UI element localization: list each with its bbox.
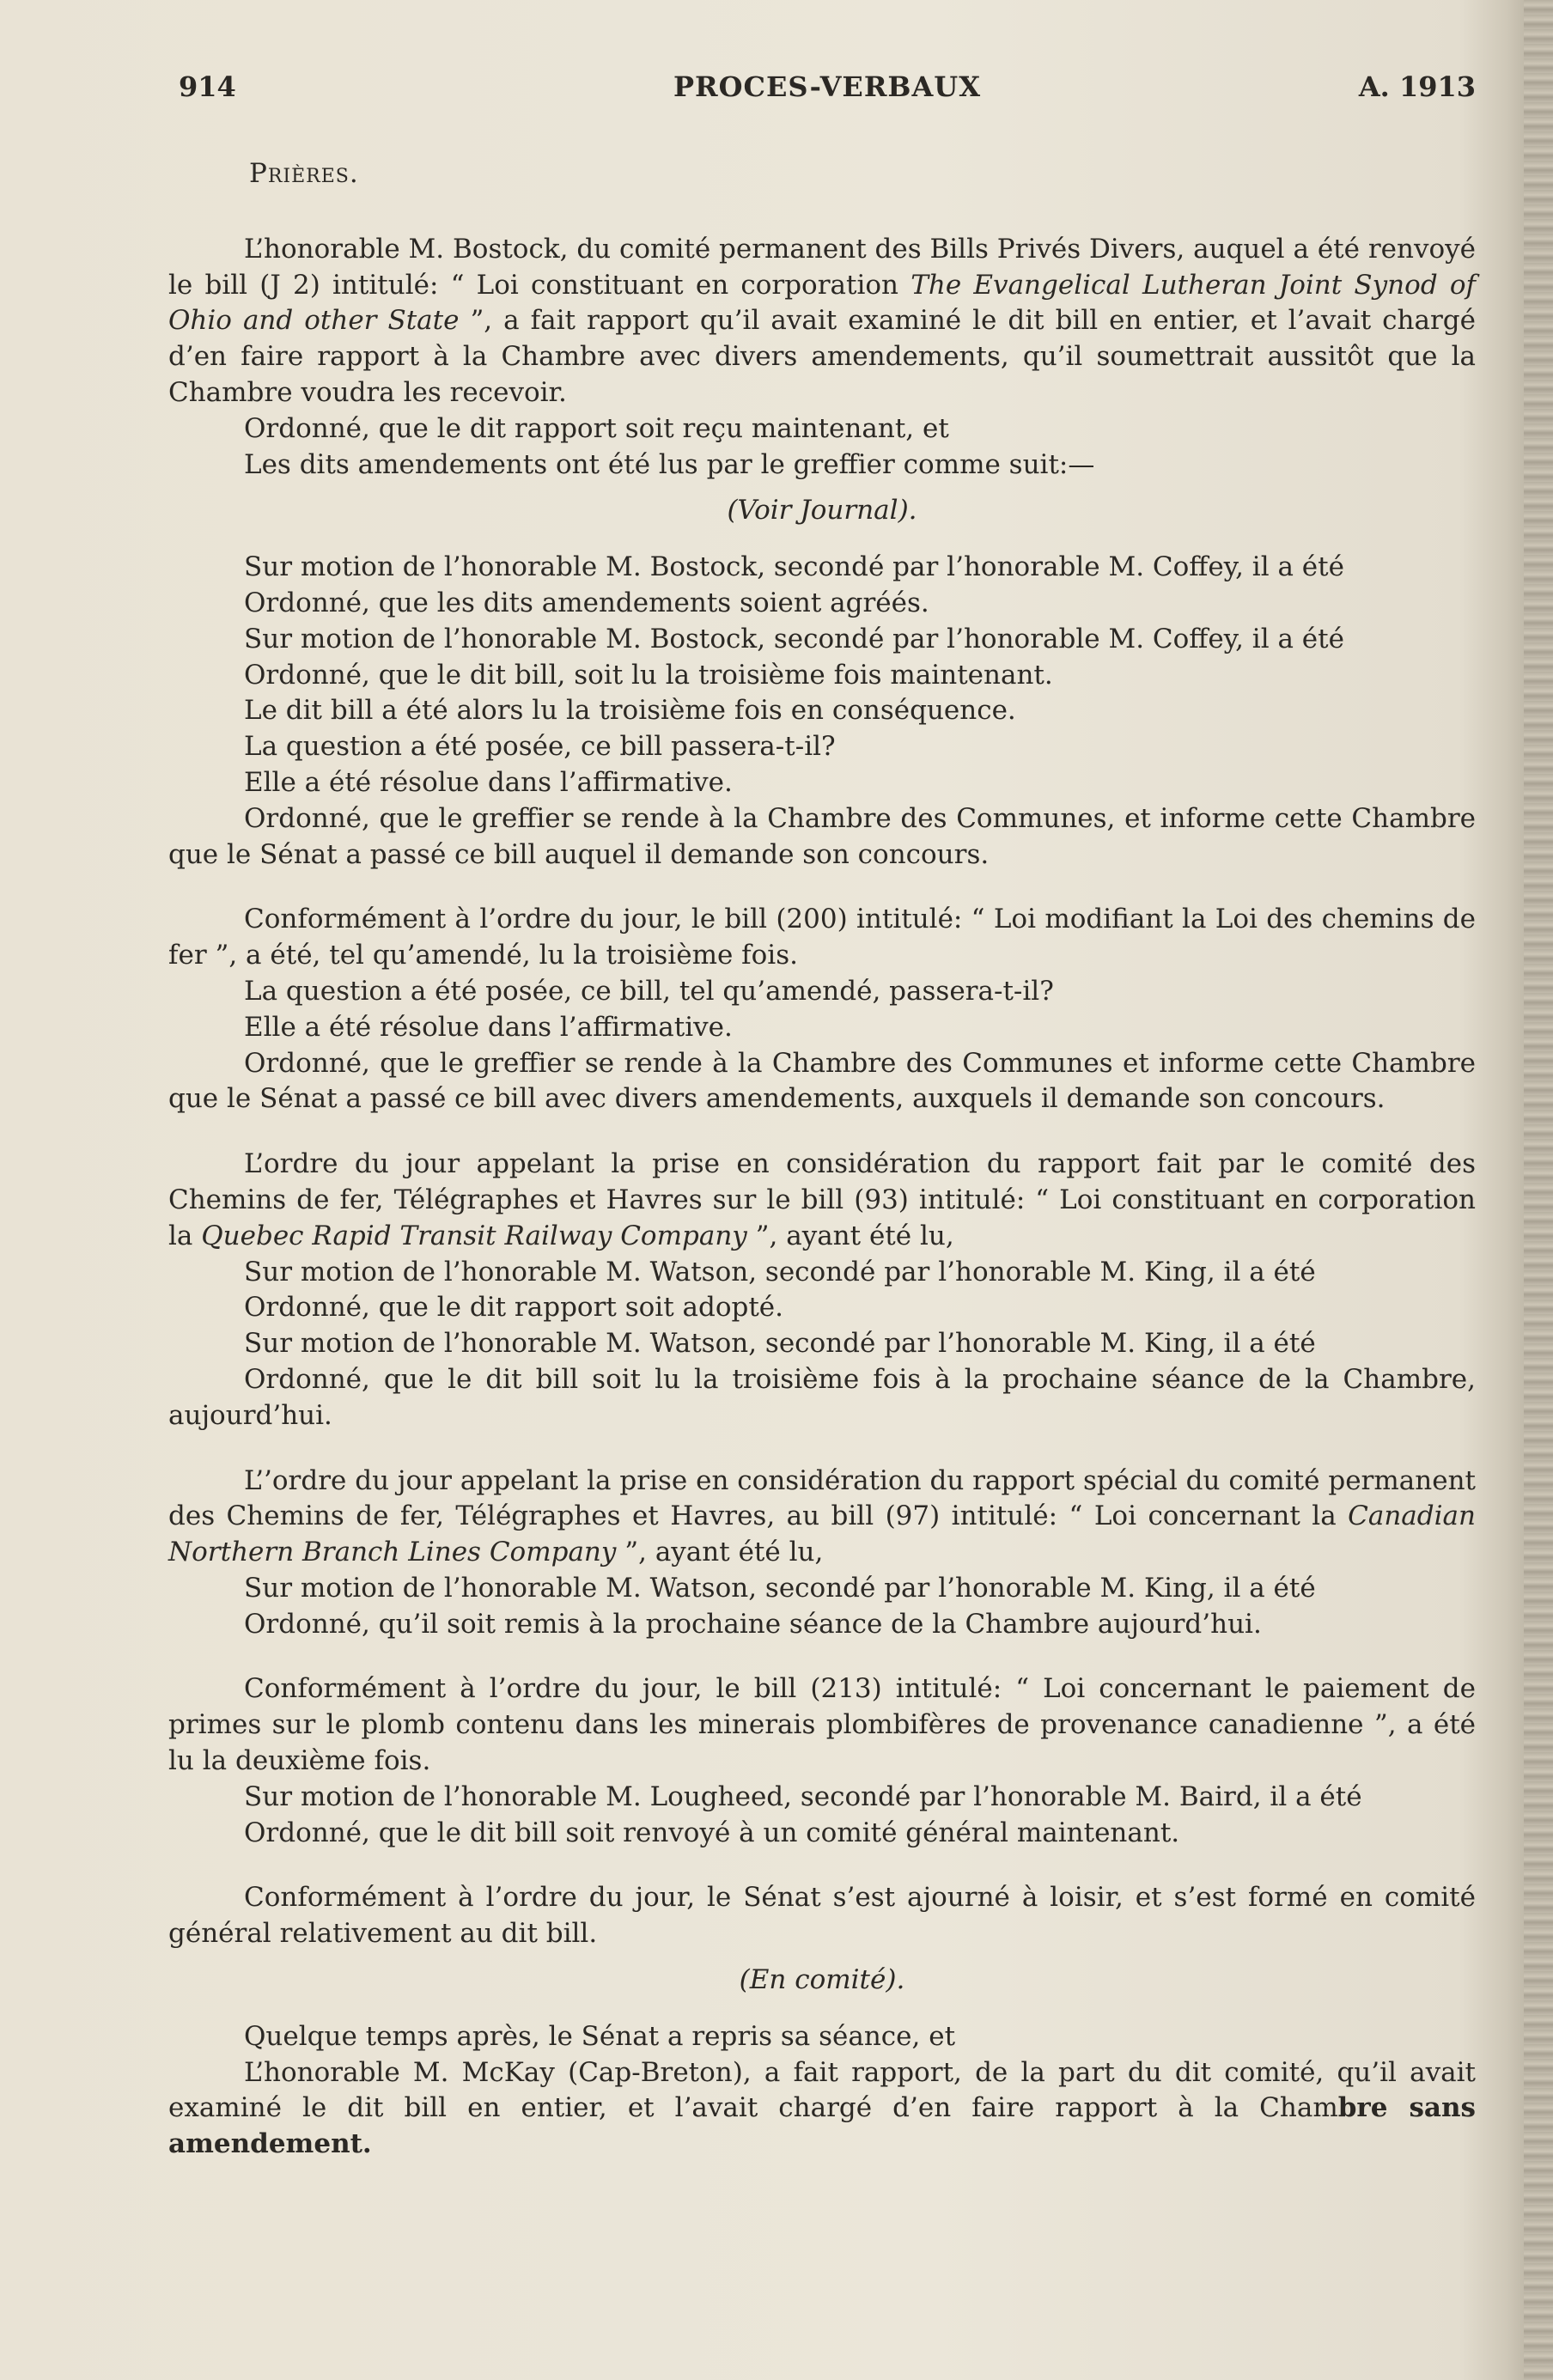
- text-run: L’honorable M. McKay (Cap-Breton), a fait rapport, de la part du dit comité, qu’il avait examiné le dit bill en entier, et l’avait chargé d’en faire rapport à la Cham: [168, 2056, 1476, 2124]
- year-label: A. 1913: [1358, 70, 1476, 103]
- paragraph: Conformément à l’ordre du jour, le bill (213) intitulé: “ Loi concernant le paiement de primes sur le plomb contenu dans les minerais plombifères de provenance canadienne ”, a été lu la deuxième fois.: [168, 1673, 1476, 1777]
- line: La question a été posée, ce bill passera-t-il?: [244, 731, 836, 763]
- prieres-heading: Prières.: [249, 158, 359, 189]
- paragraph: Conformément à l’ordre du jour, le Sénat s’est ajourné à loisir, et s’est formé en comité général relativement au dit bill.: [168, 1882, 1476, 1950]
- text-run: ”, a fait rapport qu’il avait examiné le dit bill en entier, et l’avait chargé d’en faire rapport à la Chambre avec divers amendements, qu’il soumettrait aussitôt que la Chambre voudra les recevoir.: [168, 305, 1476, 408]
- line: Sur motion de l’honorable M. Watson, secondé par l’honorable M. King, il a été: [244, 1328, 1316, 1360]
- company-name-italic: Canadian Northern Branch Lines Company: [168, 1500, 1476, 1568]
- line: Ordonné, qu’il soit remis à la prochaine séance de la Chambre aujourd’hui.: [244, 1608, 1262, 1640]
- line: Sur motion de l’honorable M. Watson, secondé par l’honorable M. King, il a été: [244, 1572, 1316, 1604]
- line: Elle a été résolue dans l’affirmative.: [244, 766, 733, 798]
- line: Ordonné, que le dit rapport soit adopté.: [244, 1292, 783, 1324]
- page-number: 914: [179, 70, 236, 103]
- paragraph: [168, 1464, 1476, 1571]
- paragraph: Ordonné, que le greffier se rende à la Chambre des Communes, et informe cette Chambre que le Sénat a passé ce bill auquel il demande son concours.: [168, 802, 1476, 870]
- line: Ordonné, que les dits amendements soient agréés.: [244, 587, 929, 618]
- line: Les dits amendements ont été lus par le greffier comme suit:—: [244, 448, 1095, 480]
- paragraph: [168, 2055, 1476, 2163]
- running-title: PROCES-VERBAUX: [673, 70, 982, 103]
- line: Ordonné, que le dit rapport soit reçu maintenant, et: [244, 412, 949, 444]
- line: Elle a été résolue dans l’affirmative.: [244, 1011, 733, 1043]
- book-page-edge: [1524, 0, 1553, 2380]
- text-run: L’’ordre du jour appelant la prise en considération du rapport spécial du comité permanent des Chemins de fer, Télégraphes et Havres, au bill (97) intitulé: “ Loi concernant la: [168, 1464, 1476, 1532]
- paragraph: Conformément à l’ordre du jour, le bill (200) intitulé: “ Loi modifiant la Loi des chemins de fer ”, a été, tel qu’amendé, lu la troisième fois.: [168, 904, 1476, 971]
- line: Sur motion de l’honorable M. Bostock, secondé par l’honorable M. Coffey, il a été: [244, 551, 1344, 583]
- line: Sur motion de l’honorable M. Lougheed, secondé par l’honorable M. Baird, il a été: [244, 1780, 1362, 1812]
- text-run: L’ordre du jour appelant la prise en considération du rapport fait par le comité des Chemins de fer, Télégraphes et Havres sur le bill (93) intitulé: “ Loi constituant en corporation la: [168, 1148, 1476, 1251]
- page-header: [179, 70, 1476, 113]
- line: La question a été posée, ce bill, tel qu’amendé, passera-t-il?: [244, 975, 1054, 1007]
- bill-name-italic: The Evangelical Lutheran Joint Synod of Ohio and other State: [168, 269, 1477, 337]
- company-name-italic: Quebec Rapid Transit Railway Company: [201, 1220, 747, 1251]
- bold-text-run: bre sans amendement.: [168, 2092, 1476, 2160]
- paragraph: [168, 232, 1476, 411]
- paragraph: Ordonné, que le dit bill soit lu la troisième fois à la prochaine séance de la Chambre, aujourd’hui.: [168, 1363, 1476, 1431]
- line: Quelque temps après, le Sénat a repris sa séance, et: [244, 2020, 956, 2052]
- line: Sur motion de l’honorable M. Watson, secondé par l’honorable M. King, il a été: [244, 1256, 1316, 1287]
- text-run: ”, ayant été lu,: [746, 1220, 954, 1251]
- line: Le dit bill a été alors lu la troisième fois en conséquence.: [244, 695, 1016, 727]
- line: Ordonné, que le dit bill soit renvoyé à un comité général maintenant.: [244, 1817, 1180, 1848]
- paragraph: Ordonné, que le greffier se rende à la Chambre des Communes et informe cette Chambre que le Sénat a passé ce bill avec divers amendements, auxquels il demande son concours.: [168, 1047, 1476, 1115]
- minutes-body: [168, 156, 1476, 2163]
- en-comite-note: (En comité).: [739, 1964, 905, 1996]
- paragraph: [168, 1147, 1476, 1254]
- text-run: L’honorable M. Bostock, du comité permanent des Bills Privés Divers, auquel a été renvoyé le bill (J 2) intitulé: “ Loi constituant en corporation: [168, 233, 1476, 301]
- line: Sur motion de l’honorable M. Bostock, secondé par l’honorable M. Coffey, il a été: [244, 623, 1344, 654]
- text-run: ”, ayant été lu,: [616, 1537, 824, 1568]
- voir-journal-note: (Voir Journal).: [727, 495, 917, 527]
- line: Ordonné, que le dit bill, soit lu la troisième fois maintenant.: [244, 659, 1053, 691]
